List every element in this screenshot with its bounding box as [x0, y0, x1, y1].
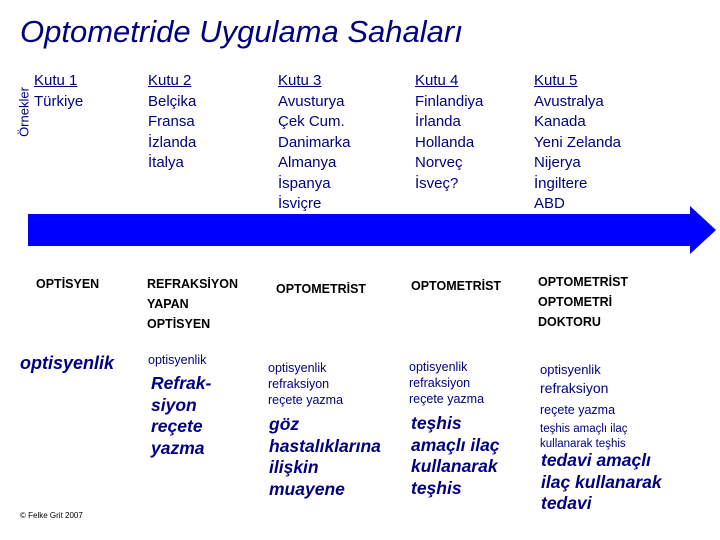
big-line: tedavi — [541, 493, 592, 513]
big-line: göz — [269, 414, 300, 434]
big-line: yazma — [151, 437, 205, 458]
column-3-small — [268, 360, 343, 408]
column-4-heading: Kutu 4 — [415, 72, 459, 89]
column-2-big — [151, 373, 211, 459]
country: Yeni Zelanda — [534, 133, 622, 151]
country: İzlanda — [148, 133, 197, 151]
big-line: muayene — [269, 478, 345, 499]
column-4-small — [409, 359, 484, 407]
column-5-big — [541, 450, 662, 515]
country: Finlandiya — [415, 92, 484, 110]
country: Çek Cum. — [278, 113, 345, 130]
country: Fransa — [148, 113, 195, 130]
small-line: optisyenlik — [148, 353, 207, 367]
country: İtalya — [148, 154, 184, 171]
role-line: REFRAKSİYON — [147, 277, 238, 291]
small-line: reçete yazma — [268, 393, 344, 407]
big-line: hastalıklarına — [269, 435, 381, 456]
column-5-role — [538, 272, 628, 332]
role-line: YAPAN — [147, 297, 189, 311]
country: Nijerya — [534, 154, 581, 171]
country: Avustralya — [534, 92, 604, 110]
country: Norveç — [415, 154, 463, 171]
country: Hollanda — [415, 133, 475, 151]
copyright: © Felke Grit 2007 — [20, 511, 83, 520]
column-4-big — [411, 413, 500, 499]
small-line: refraksiyon — [409, 376, 471, 390]
column-2-small — [148, 352, 206, 368]
big-line: tedavi amaçlı — [541, 450, 651, 470]
role-line: OPTOMETRİST — [411, 279, 502, 293]
column-5-small — [540, 360, 628, 452]
country: ABD — [534, 195, 565, 212]
big-line: reçete — [151, 416, 203, 436]
big-line: teşhis — [411, 413, 462, 433]
country: Belçika — [148, 92, 197, 110]
page-title: Optometride Uygulama Sahaları — [20, 14, 463, 49]
big-line: Refrak- — [151, 373, 212, 393]
column-5-heading: Kutu 5 — [534, 72, 578, 89]
role-line: OPTİSYEN — [147, 317, 211, 331]
column-4-countries — [415, 71, 483, 194]
column-3-countries — [278, 71, 351, 215]
small-line: teşhis amaçlı ilaç — [540, 423, 628, 435]
column-1-role — [36, 274, 99, 294]
big-line: ilaç kullanarak — [541, 471, 662, 492]
country: Almanya — [278, 154, 337, 171]
column-2-countries — [148, 71, 196, 174]
column-4-role — [411, 276, 501, 296]
role-line: OPTOMETRİST — [276, 282, 367, 296]
column-3-heading: Kutu 3 — [278, 72, 322, 89]
column-1-countries — [34, 71, 83, 112]
small-line: refraksiyon — [268, 377, 330, 391]
country: Kanada — [534, 113, 586, 130]
big-line: teşhis — [411, 477, 462, 498]
role-line: OPTOMETRİST — [538, 275, 629, 289]
column-3-role — [276, 279, 366, 299]
small-line: optisyenlik — [409, 360, 468, 374]
small-line: reçete yazma — [540, 403, 616, 417]
country: Danimarka — [278, 133, 351, 151]
country: İsviçre — [278, 195, 322, 212]
big-line: optisyenlik — [20, 353, 115, 373]
column-2-heading: Kutu 2 — [148, 72, 192, 89]
big-line: kullanarak — [411, 456, 498, 476]
country: Avusturya — [278, 92, 345, 110]
column-3-big — [269, 414, 381, 500]
column-1-heading: Kutu 1 — [34, 72, 78, 89]
column-2-role — [147, 274, 238, 334]
country: İspanya — [278, 174, 331, 192]
big-line: ilişkin — [269, 457, 319, 477]
small-line: refraksiyon — [540, 380, 609, 396]
column-1-big — [20, 353, 114, 375]
role-line: OPTOMETRİ — [538, 295, 613, 309]
small-line: kullanarak teşhis — [540, 438, 626, 450]
country: İngiltere — [534, 174, 588, 192]
small-line: optisyenlik — [268, 361, 327, 375]
role-line: DOKTORU — [538, 315, 601, 329]
big-line: siyon — [151, 394, 197, 415]
country: Türkiye — [34, 92, 84, 110]
country: İsveç? — [415, 174, 459, 192]
side-label: Örnekler — [16, 87, 32, 137]
small-line: optisyenlik — [540, 362, 601, 377]
role-line: OPTİSYEN — [36, 277, 100, 291]
big-line: amaçlı ilaç — [411, 434, 500, 455]
small-line: reçete yazma — [409, 392, 485, 406]
column-5-countries — [534, 71, 621, 215]
country: İrlanda — [415, 113, 461, 130]
